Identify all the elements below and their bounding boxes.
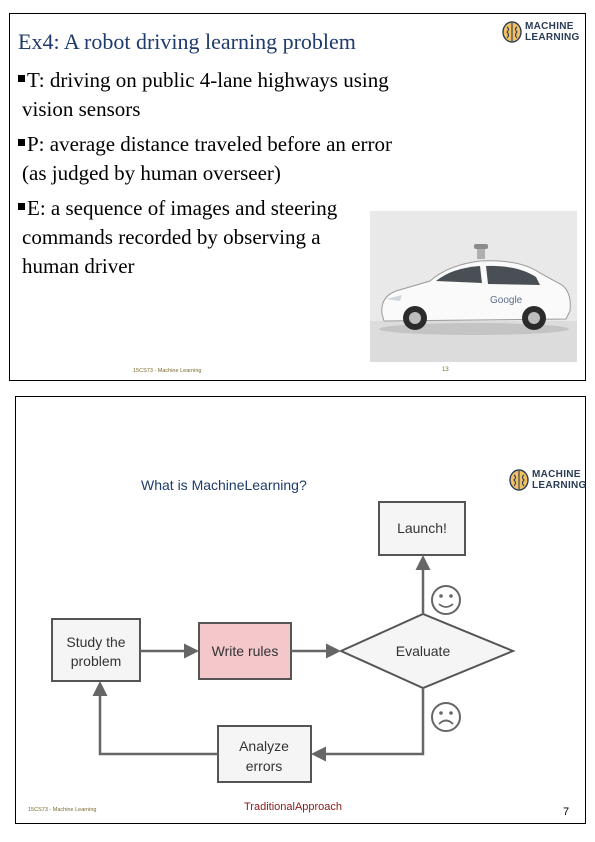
study-label-line1: Study the (66, 634, 126, 650)
bullet-performance (18, 130, 392, 188)
logo-word-machine: MACHINE (532, 469, 581, 480)
launch-label: Launch! (397, 520, 447, 536)
car-brand-text: Google (490, 295, 523, 306)
square-bullet-icon (18, 139, 25, 146)
footer-page-number: 13 (442, 367, 449, 373)
bullet-performance-line2: (as judged by human overseer) (22, 161, 281, 185)
arrow-analyze-to-study (100, 684, 218, 754)
bullet-experience (18, 194, 337, 281)
brain-icon (502, 20, 522, 44)
logo-word-learning: LEARNING (532, 480, 587, 491)
bullet-task-line1: T: driving on public 4-lane highways using (27, 68, 389, 92)
study-problem-box (52, 619, 140, 681)
footer-course: 15CS73 - Machine Learning (133, 368, 202, 374)
write-rules-label: Write rules (211, 643, 279, 659)
bullet-performance-line1: P: average distance traveled before an error (27, 132, 392, 156)
footer-course: 15CS73 - Machine Learning (28, 807, 97, 813)
smiley-sad-icon (432, 703, 460, 731)
slide-title: Ex4: A robot driving learning problem (18, 29, 356, 54)
bullet-task-line2: vision sensors (22, 97, 141, 121)
study-label-line2: problem (70, 653, 122, 669)
logo-word-learning: LEARNING (525, 32, 580, 43)
bullet-experience-line1: E: a sequence of images and steering (27, 196, 338, 220)
bullet-experience-line2: commands recorded by observing a (22, 225, 321, 249)
slide-what-is-ml (15, 396, 586, 824)
slide-robot-driving (9, 13, 586, 381)
traditional-approach-diagram (16, 397, 587, 825)
smiley-happy-icon (432, 586, 460, 614)
analyze-label-line2: errors (245, 758, 283, 774)
footer-page-number: 7 (563, 806, 570, 818)
analyze-label-line1: Analyze (239, 738, 289, 754)
logo-word-machine: MACHINE (525, 21, 574, 32)
bullet-experience-line3: human driver (22, 254, 135, 278)
bullet-task (18, 66, 389, 124)
machine-learning-logo (502, 20, 580, 44)
arrow-evaluate-to-analyze (314, 688, 423, 754)
square-bullet-icon (18, 75, 25, 82)
slide-heading: What is MachineLearning? (141, 477, 307, 493)
diagram-caption: TraditionalApproach (244, 801, 343, 813)
square-bullet-icon (18, 203, 25, 210)
self-driving-car-photo (370, 211, 577, 362)
evaluate-label: Evaluate (395, 643, 451, 659)
